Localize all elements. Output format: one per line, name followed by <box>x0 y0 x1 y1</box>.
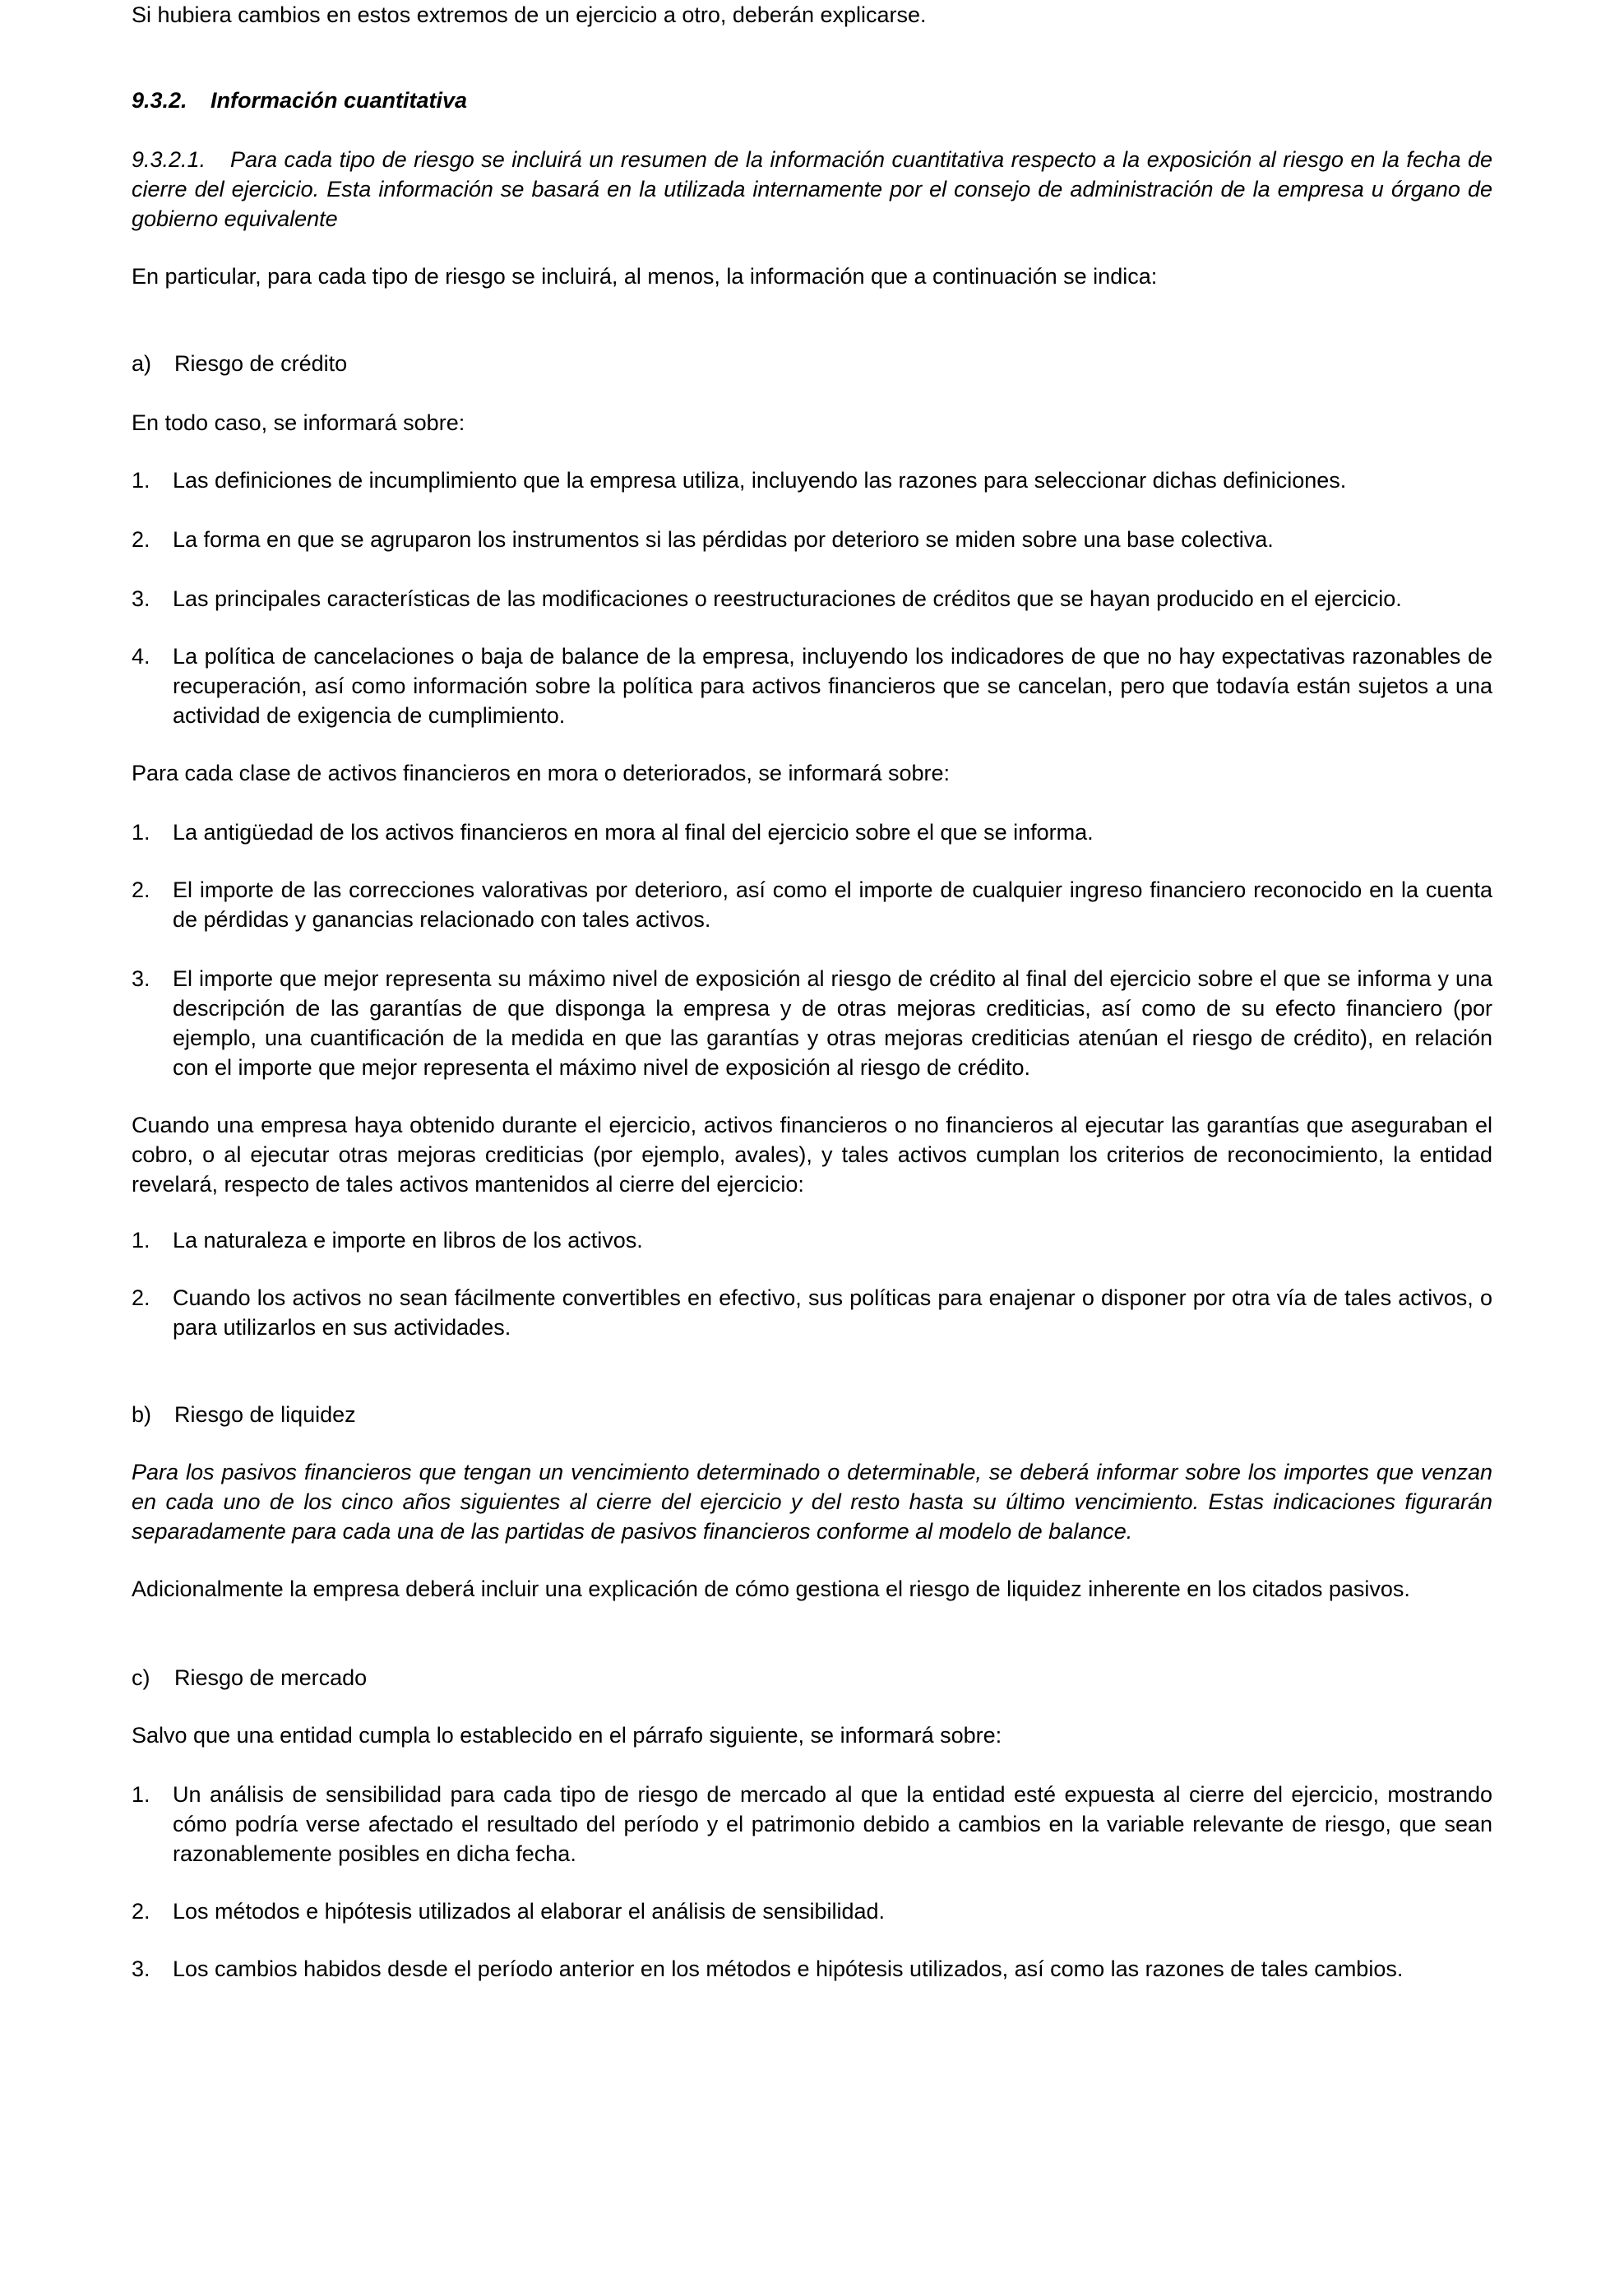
list-item <box>132 525 1492 554</box>
list-number: 2. <box>132 878 150 902</box>
list-item <box>132 817 1492 847</box>
list-item <box>132 1283 1492 1342</box>
list-item <box>132 465 1492 495</box>
liquidity-heading <box>132 1400 1492 1429</box>
list-item <box>132 875 1492 934</box>
list-text: La antigüedad de los activos financieros en mora al final del ejercicio sobre el que se informa. <box>173 820 1094 845</box>
list-number: 3. <box>132 966 150 991</box>
guarantees-intro: Cuando una empresa haya obtenido durante el ejercicio, activos financieros o no financieros al ejecutar las garantías que aseguraban el cobro, o al ejecutar otras mejoras crediticias (por ejemplo, avales), y tales activos cumplan los criterios de reconocimiento, la entidad revelará, respecto de tales activos mantenidos al cierre del ejercicio: <box>132 1113 1492 1197</box>
list-text: La naturaleza e importe en libros de los activos. <box>173 1228 643 1253</box>
market-letter: c) <box>132 1665 150 1690</box>
list-text: Las definiciones de incumplimiento que la empresa utiliza, incluyendo las razones para seleccionar dichas definiciones. <box>173 468 1347 493</box>
list-number: 3. <box>132 586 150 611</box>
list-text: La forma en que se agruparon los instrumentos si las pérdidas por deterioro se miden sobre una base colectiva. <box>173 527 1274 552</box>
list-item <box>132 584 1492 614</box>
list-number: 3. <box>132 1957 150 1981</box>
liquidity-title: Riesgo de liquidez <box>174 1402 356 1427</box>
list-number: 1. <box>132 1782 150 1807</box>
list-number: 1. <box>132 468 150 493</box>
subsection-number: 9.3.2.1. <box>132 147 206 172</box>
list-item <box>132 641 1492 730</box>
list-text: El importe que mejor representa su máximo nivel de exposición al riesgo de crédito al final del ejercicio sobre el que se informa y una descripción de las garantías de que disponga la empresa y de otras mejoras crediticias, así como de su efecto financiero (por ejemplo, una cuantificación de la medida en que las garantías y otras mejoras crediticias atenúan el riesgo de crédito), en relación con el importe que mejor representa el máximo nivel de exposición al riesgo de crédito. <box>173 966 1492 1080</box>
intro-line: Si hubiera cambios en estos extremos de un ejercicio a otro, deberán explicarse. <box>132 2 927 27</box>
liquidity-paragraph: Adicionalmente la empresa deberá incluir una explicación de cómo gestiona el riesgo de liquidez inherente en los citados pasivos. <box>132 1577 1410 1601</box>
list-number: 2. <box>132 1899 150 1924</box>
list-number: 1. <box>132 820 150 845</box>
list-item <box>132 964 1492 1082</box>
general-paragraph: En particular, para cada tipo de riesgo se incluirá, al menos, la información que a continuación se indica: <box>132 264 1158 289</box>
list-item <box>132 1896 1492 1926</box>
liquidity-letter: b) <box>132 1402 152 1427</box>
list-text: Cuando los activos no sean fácilmente convertibles en efectivo, sus políticas para enajenar o disponer por otra vía de tales activos, o para utilizarlos en sus actividades. <box>173 1285 1492 1340</box>
credit-letter: a) <box>132 351 152 376</box>
section-number: 9.3.2. <box>132 88 187 113</box>
mora-intro: Para cada clase de activos financieros en mora o deteriorados, se informará sobre: <box>132 761 951 785</box>
list-text: El importe de las correcciones valorativas por deterioro, así como el importe de cualquier ingreso financiero reconocido en la cuenta de pérdidas y ganancias relacionado con tales activos. <box>173 878 1492 932</box>
list-text: La política de cancelaciones o baja de balance de la empresa, incluyendo los indicadores de que no hay expectativas razonables de recuperación, así como información sobre la política para activos financieros que se cancelan, pero que todavía están sujetos a una actividad de exigencia de cumplimiento. <box>173 644 1492 728</box>
list-number: 4. <box>132 644 150 669</box>
credit-title: Riesgo de crédito <box>174 351 348 376</box>
list-number: 1. <box>132 1228 150 1253</box>
section-title: Información cuantitativa <box>211 88 468 113</box>
credit-intro: En todo caso, se informará sobre: <box>132 410 465 435</box>
liquidity-italic-paragraph: Para los pasivos financieros que tengan un vencimiento determinado o determinable, se deberá informar sobre los importes que venzan en cada uno de los cinco años siguientes al cierre del ejercicio y del resto hasta su último vencimiento. Estas indicaciones figurarán separadamente para cada una de las partidas de pasivos financieros conforme al modelo de balance. <box>132 1460 1492 1544</box>
list-item <box>132 1225 1492 1255</box>
list-text: Los métodos e hipótesis utilizados al elaborar el análisis de sensibilidad. <box>173 1899 886 1924</box>
list-number: 2. <box>132 527 150 552</box>
section-heading <box>132 86 1492 115</box>
list-text: Un análisis de sensibilidad para cada tipo de riesgo de mercado al que la entidad esté expuesta al cierre del ejercicio, mostrando cómo podría verse afectado el resultado del período y el patrimonio debido a cambios en la variable relevante de riesgo, que sean razonablemente posibles en dicha fecha. <box>173 1782 1492 1866</box>
market-heading <box>132 1663 1492 1693</box>
subsection-paragraph <box>132 145 1492 234</box>
list-item <box>132 1780 1492 1869</box>
market-title: Riesgo de mercado <box>174 1665 368 1690</box>
list-number: 2. <box>132 1285 150 1310</box>
credit-heading <box>132 349 1492 378</box>
market-intro: Salvo que una entidad cumpla lo establecido en el párrafo siguiente, se informará sobre: <box>132 1723 1002 1748</box>
subsection-text: Para cada tipo de riesgo se incluirá un resumen de la información cuantitativa respecto a la exposición al riesgo en la fecha de cierre del ejercicio. Esta información se basará en la utilizada internamente por el consejo de administración de la empresa u órgano de gobierno equivalente <box>132 147 1492 231</box>
list-text: Los cambios habidos desde el período anterior en los métodos e hipótesis utilizados, así como las razones de tales cambios. <box>173 1957 1404 1981</box>
list-item <box>132 1954 1492 1984</box>
list-text: Las principales características de las modificaciones o reestructuraciones de créditos que se hayan producido en el ejercicio. <box>173 586 1402 611</box>
